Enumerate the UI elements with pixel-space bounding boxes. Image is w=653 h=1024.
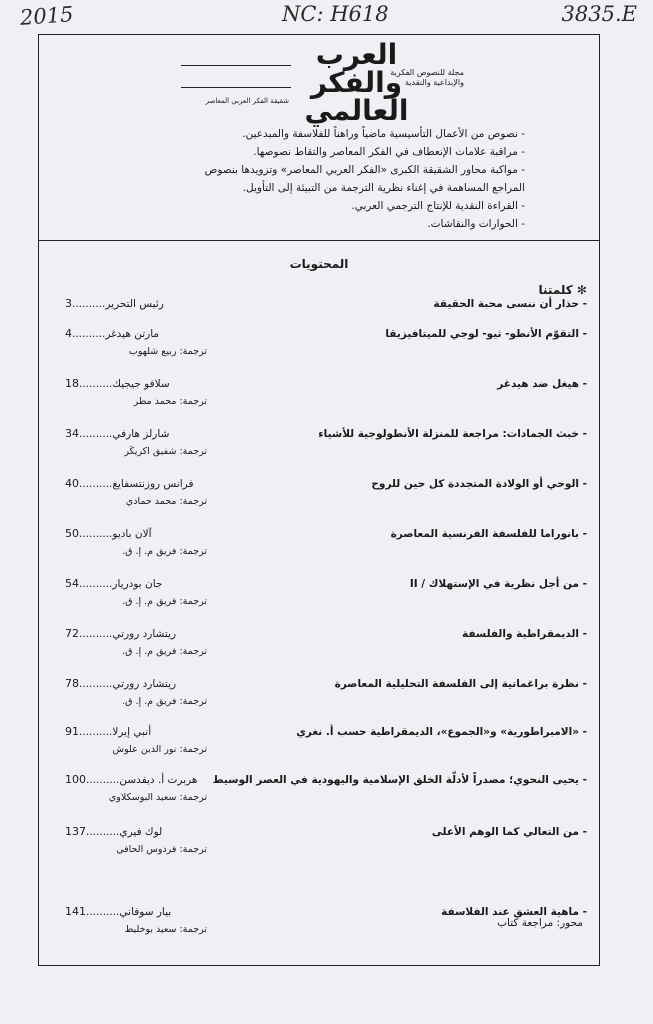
toc-entry-page: 72 <box>65 627 79 640</box>
toc-entry-page: 54 <box>65 577 79 590</box>
toc-entry-title: - الوحي أو الولادة المتجددة كل حين للروح <box>371 478 587 490</box>
toc-entry <box>65 677 587 707</box>
toc-entry-author-page <box>65 297 164 310</box>
toc-entry-author: آلان باديو <box>112 528 152 540</box>
toc-entry-title: - ماهية العشق عند الفلاسفة <box>441 906 587 918</box>
contents-title: المحتويات <box>289 257 349 271</box>
toc-entry-author: رئيس التحرير <box>105 298 164 310</box>
toc-entry-translator: ترجمة: فريق م. إ. ق. <box>122 546 207 557</box>
section-heading: ✻ كلمتنا <box>538 283 587 297</box>
dot-leader: .......... <box>79 578 113 590</box>
toc-entry-author-page <box>65 825 162 838</box>
toc-entry-page: 50 <box>65 527 79 540</box>
logo-line-1: العرب <box>315 38 398 71</box>
dot-leader: .......... <box>86 826 120 838</box>
dot-leader: .......... <box>79 478 113 490</box>
toc-entry-translator: ترجمة: فردوس الحافي <box>116 844 207 855</box>
toc-entry <box>65 377 587 407</box>
mission-item: - مراقبة علامات الإنعطاف في الفكر المعاصر والتقاط نصوصها. <box>253 146 525 158</box>
toc-entry-line <box>65 527 587 543</box>
logo-line-3: العالمي <box>304 94 409 127</box>
toc-entry-author: أنبي إيرلا <box>112 726 152 738</box>
toc-entry-translator: ترجمة: شفيق اكريكَر <box>124 446 207 457</box>
toc-entry-title: - من أجل نظرية في الإستهلاك / II <box>409 578 587 590</box>
toc-entry-line <box>65 825 587 841</box>
dot-leader: .......... <box>86 906 120 918</box>
toc-entry-translator: ترجمة: محمد حمادي <box>125 496 207 507</box>
toc-entry-translator: ترجمة: سعيد بوخليط <box>124 924 207 935</box>
toc-entry-title: - يحيى النحوي؛ مصدراً لأدلّة الخلق الإسلامية واليهودية في العصر الوسيط <box>212 774 587 786</box>
toc-entry-author-page <box>65 427 169 440</box>
toc-entry-translator: ترجمة: نور الدين علوش <box>112 744 207 755</box>
dot-leader: .......... <box>79 378 113 390</box>
mission-item: - مواكبة محاور الشقيقة الكبرى «الفكر العربي المعاصر» وتزويدها بنصوص <box>204 164 525 176</box>
dot-leader: .......... <box>79 528 113 540</box>
toc-entry <box>65 773 587 803</box>
toc-entry <box>65 527 587 557</box>
toc-entry-translator: ترجمة: ربيع شلهوب <box>128 346 207 357</box>
toc-entry-line <box>65 427 587 443</box>
toc-entry-line <box>65 905 587 921</box>
toc-entry-author-page <box>65 377 170 390</box>
toc-entry-page: 141 <box>65 905 86 918</box>
toc-entry-author-page <box>65 477 193 490</box>
toc-entry-title: - نظرة براغماتية إلى الفلسفة التحليلية المعاصرة <box>334 678 587 690</box>
toc-entry <box>65 327 587 357</box>
toc-entry-title: - حذار أن ننسى محبة الحقيقة <box>433 298 587 310</box>
toc-entry-translator: ترجمة: فريق م. إ. ق. <box>122 596 207 607</box>
mission-item: - القراءة النقدية للإنتاج الترجمي العربي. <box>351 200 525 212</box>
toc-entry-author: ريتشارد رورتي <box>112 628 177 640</box>
dot-leader: .......... <box>86 774 120 786</box>
mission-item: المراجع المساهمة في إغناء نظرية الترجمة من التبيئة إلى التأويل. <box>242 182 525 194</box>
logo-rule-top <box>181 65 291 66</box>
toc-entry-page: 40 <box>65 477 79 490</box>
toc-entry-page: 34 <box>65 427 79 440</box>
toc-entry-author: هربرت أ. ديفدسن <box>119 774 198 786</box>
toc-entry-author: بيار سوفاني <box>119 906 172 918</box>
toc-entry-line <box>65 327 587 343</box>
mission-item: - نصوص من الأعمال التأسيسية ماضياً وراهناً للفلاسفة والمبدعين. <box>242 128 525 140</box>
toc-entry-title: - خبث الجمادات: مراجعة للمنزلة الأنطولوجية للأشياء <box>318 428 587 440</box>
toc-entry-title: - هيغل ضد هيدغر <box>497 378 587 390</box>
toc-entry-page: 18 <box>65 377 79 390</box>
toc-entry-title: - من التعالي كما الوهم الأعلى <box>431 826 587 838</box>
review-section-label: محور: مراجعة كتاب <box>497 917 583 929</box>
dot-leader: .......... <box>79 628 113 640</box>
toc-entry-page: 137 <box>65 825 86 838</box>
toc-entry-author-page <box>65 677 176 690</box>
toc-entry <box>65 577 587 607</box>
journal-tagline: مجلة للنصوص الفكرية والإبداعية والنقدية <box>390 68 464 87</box>
dot-leader: .......... <box>72 298 106 310</box>
toc-entry-author: فرانس روزنتسفايغ <box>112 478 194 490</box>
toc-entry-author-page <box>65 725 151 738</box>
toc-entry-page: 3 <box>65 297 72 310</box>
toc-entry-title: - الديمقراطية والفلسفة <box>461 628 587 640</box>
toc-entry-page: 100 <box>65 773 86 786</box>
toc-entry-title: - التقوّم الأنطو- ثيو- لوجي للميتافيزيقا <box>385 328 587 340</box>
toc-entry-line <box>65 577 587 593</box>
toc-entry-author-page <box>65 327 159 340</box>
toc-entry-author-page <box>65 905 171 918</box>
journal-header <box>39 35 599 241</box>
toc-entry-title: - «الامبراطورية» و«الجموع»، الديمقراطية حسب أ. نغري <box>296 726 587 738</box>
mission-item: - الحوارات والنقاشات. <box>427 218 525 230</box>
toc-entry-page: 78 <box>65 677 79 690</box>
toc-entry-page: 4 <box>65 327 72 340</box>
toc-entry-author: شارلز هارفي <box>112 428 170 440</box>
dot-leader: .......... <box>79 726 113 738</box>
toc-entry-translator: ترجمة: سعيد البوسكلاوي <box>108 792 207 803</box>
toc-entry-author-page <box>65 627 176 640</box>
toc-entry-line <box>65 297 587 313</box>
journal-publisher: شقيقة الفكر العربي المعاصر <box>205 97 289 105</box>
toc-entry-page: 91 <box>65 725 79 738</box>
toc-entry <box>65 477 587 507</box>
dot-leader: .......... <box>72 328 106 340</box>
toc-entry-line <box>65 677 587 693</box>
toc-entry-author-page <box>65 773 197 786</box>
toc-entry-author: سلافو جيجيك <box>112 378 170 390</box>
dot-leader: .......... <box>79 428 113 440</box>
toc-entry-author: ريتشارد رورتي <box>112 678 177 690</box>
toc-entry <box>65 905 587 935</box>
toc-entry-author-page <box>65 577 162 590</box>
toc-entry-translator: ترجمة: فريق م. إ. ق. <box>122 646 207 657</box>
toc-entry-line <box>65 477 587 493</box>
mission-list <box>39 125 599 233</box>
toc-entry-line <box>65 725 587 741</box>
dot-leader: .......... <box>79 678 113 690</box>
handwritten-year: 2015 <box>19 2 75 30</box>
toc-entry-author: مارتن هيدغر <box>105 328 160 340</box>
toc-entry-translator: ترجمة: محمد مطر <box>133 396 207 407</box>
toc-entry <box>65 725 587 755</box>
toc-entry-author: جان بودريار <box>112 578 163 590</box>
handwritten-catalog-number: NC: H618 <box>282 2 389 26</box>
toc-entry <box>65 427 587 457</box>
toc-entry-line <box>65 773 587 789</box>
toc-entry <box>65 825 587 855</box>
toc-entry-author-page <box>65 527 152 540</box>
toc-entry-translator: ترجمة: فريق م. إ. ق. <box>122 696 207 707</box>
handwritten-shelf-mark: 3835.E <box>561 2 637 26</box>
toc-entry <box>65 297 587 313</box>
toc-entry-title: - بانوراما للفلسفة الفرنسية المعاصرة <box>390 528 587 540</box>
logo-line-2: والفكر <box>310 66 403 99</box>
logo-rule-bottom <box>181 87 291 88</box>
toc-entry-line <box>65 627 587 643</box>
toc-entry <box>65 627 587 657</box>
page-frame <box>38 34 600 966</box>
toc-entry-line <box>65 377 587 393</box>
toc-entry-author: لوك فيري <box>119 826 163 838</box>
